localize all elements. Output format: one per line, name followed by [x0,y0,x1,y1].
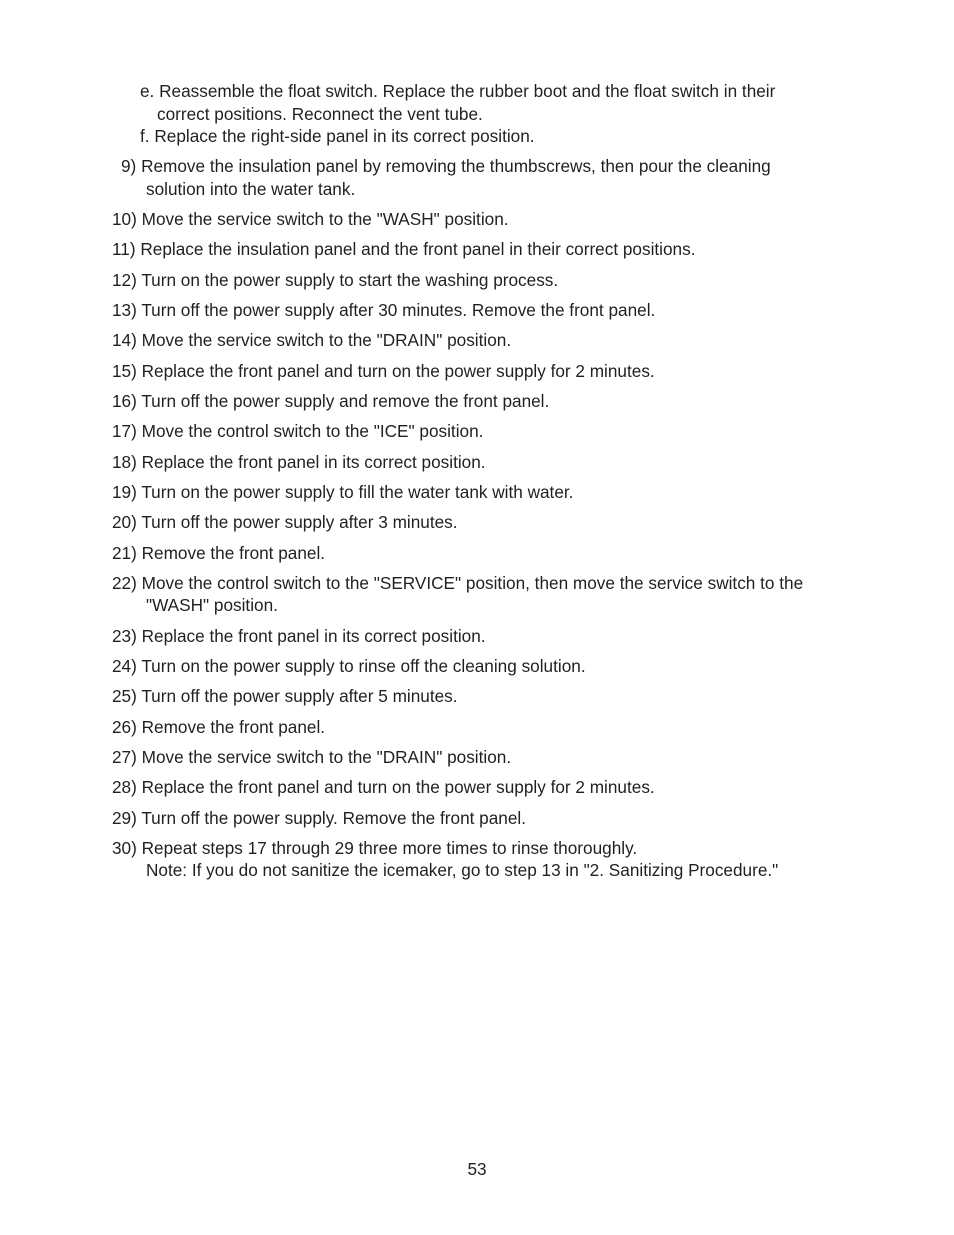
step-text: Replace the front panel and turn on the power supply for 2 minutes. [141,777,655,797]
step-29 [112,807,526,829]
step-number: 27) [112,747,137,767]
step-19 [112,481,573,503]
sub-step-text: Replace the right-side panel in its correct position. [154,126,535,146]
step-number: 29) [112,808,137,828]
step-28 [112,776,655,798]
step-text: Remove the front panel. [141,717,326,737]
sub-step-line: correct positions. Reconnect the vent tube. [157,104,483,124]
step-21 [112,542,325,564]
step-11 [112,238,695,260]
step-14 [112,329,511,351]
step-17 [112,420,483,442]
step-text: Move the control switch to the "ICE" position. [141,421,484,441]
step-text: Turn on the power supply to start the washing process. [141,270,559,290]
step-number: 20) [112,512,137,532]
step-number: 10) [112,209,137,229]
step-text: Repeat steps 17 through 29 three more times to rinse thoroughly. [141,838,638,858]
step-line [112,837,637,859]
step-12 [112,269,558,291]
sub-step-text: Reassemble the float switch. Replace the rubber boot and the float switch in their [159,81,776,101]
step-text: Replace the insulation panel and the front panel in their correct positions. [140,239,696,259]
step-number: 23) [112,626,137,646]
step-text: Turn off the power supply after 5 minutes. [141,686,458,706]
step-text: Turn off the power supply and remove the front panel. [141,391,550,411]
step-number: 12) [112,270,137,290]
step-text: Move the service switch to the "WASH" position. [141,209,509,229]
step-24 [112,655,586,677]
step-10 [112,208,509,230]
step-line: solution into the water tank. [146,179,356,199]
sub-step-marker: f. [140,126,150,146]
step-text: Turn off the power supply. Remove the front panel. [141,808,527,828]
step-line: "WASH" position. [146,595,278,615]
step-line [121,155,771,177]
step-23 [112,625,486,647]
step-text: Move the service switch to the "DRAIN" position. [141,330,512,350]
sub-step-line [140,80,775,102]
step-number: 16) [112,391,137,411]
step-number: 17) [112,421,137,441]
step-number: 13) [112,300,137,320]
step-27 [112,746,511,768]
step-20 [112,511,458,533]
step-25 [112,685,458,707]
step-16 [112,390,549,412]
step-text: Turn off the power supply after 3 minutes. [141,512,458,532]
step-number: 28) [112,777,137,797]
step-number: 18) [112,452,137,472]
step-text: Replace the front panel and turn on the power supply for 2 minutes. [141,361,655,381]
step-text: Replace the front panel in its correct position. [141,452,486,472]
step-number: 15) [112,361,137,381]
step-note: Note: If you do not sanitize the icemaker, go to step 13 in "2. Sanitizing Procedure." [146,860,779,880]
sub-step-marker: e. [140,81,155,101]
step-number: 14) [112,330,137,350]
step-number: 9) [121,156,137,176]
step-number: 30) [112,838,137,858]
step-text: Move the service switch to the "DRAIN" position. [141,747,512,767]
step-number: 11) [112,239,136,259]
step-26 [112,716,325,738]
step-text: Replace the front panel in its correct position. [141,626,486,646]
step-text: Remove the insulation panel by removing the thumbscrews, then pour the cleaning [141,156,771,176]
step-13 [112,299,655,321]
step-text: Turn on the power supply to fill the water tank with water. [141,482,574,502]
step-number: 25) [112,686,137,706]
sub-step-line [140,125,535,147]
step-15 [112,360,655,382]
step-text: Remove the front panel. [141,543,326,563]
step-text: Turn on the power supply to rinse off the cleaning solution. [141,656,586,676]
step-number: 21) [112,543,137,563]
step-number: 22) [112,573,137,593]
step-text: Move the control switch to the "SERVICE" position, then move the service switch to the [141,573,804,593]
step-number: 26) [112,717,137,737]
step-number: 24) [112,656,137,676]
step-line [112,572,803,594]
step-number: 19) [112,482,137,502]
step-text: Turn off the power supply after 30 minutes. Remove the front panel. [141,300,656,320]
page-number: 53 [467,1159,487,1179]
step-18 [112,451,486,473]
